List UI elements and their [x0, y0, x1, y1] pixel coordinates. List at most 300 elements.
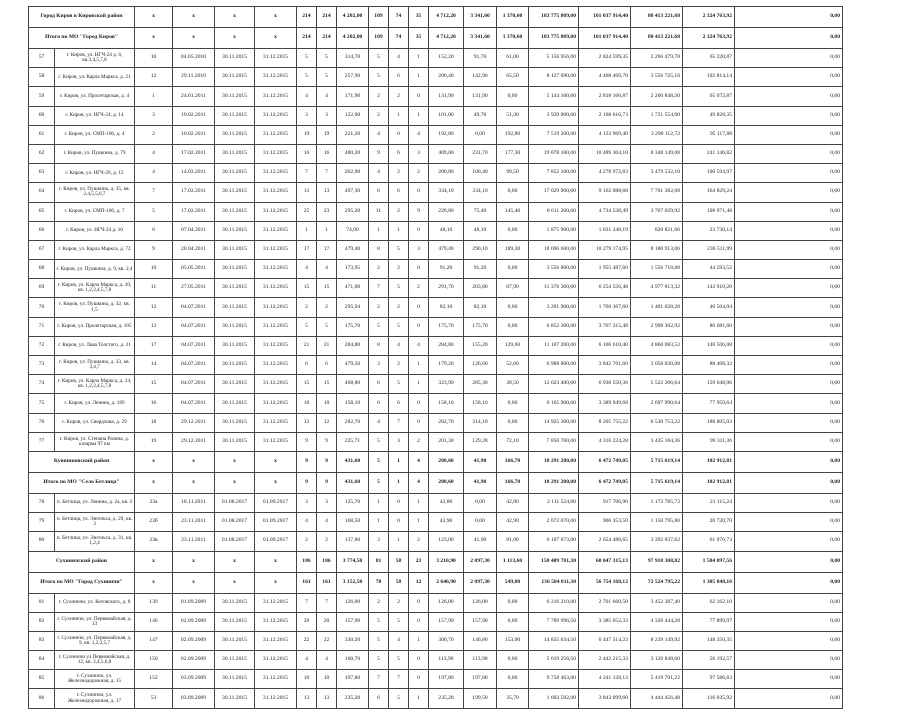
table-cell: 480,20 [337, 144, 369, 163]
table-cell: 65 220,87 [683, 49, 735, 68]
summary-cell: x [173, 472, 215, 493]
address-cell: г. Сухиничи, ул. Первомайская, д. 13 [55, 612, 135, 631]
table-cell: 31.12.2015 [255, 593, 297, 612]
table-cell: 6 216 210,00 [529, 593, 579, 612]
table-cell: 30.11.2015 [215, 279, 255, 298]
table-cell: 6 106 610,40 [579, 336, 631, 355]
address-cell: п. Бетлица, ул. Энгельса, д. 31, кв. 1,2,4 [55, 532, 135, 551]
summary-cell: 161 [317, 572, 337, 593]
table-cell: 1 [409, 375, 429, 394]
summary-cell: 72 524 795,22 [631, 572, 683, 593]
table-cell: 8 348 149,08 [631, 144, 683, 163]
table-row [29, 260, 879, 279]
row-number-cell: 74 [29, 375, 55, 394]
table-cell: 30.11.2015 [215, 612, 255, 631]
table-cell: 5 [369, 651, 389, 670]
summary-cell: 35 [409, 7, 429, 28]
table-cell: 8 127 690,00 [529, 68, 579, 87]
table-cell: 05.05.2011 [173, 260, 215, 279]
table-cell: 5 [369, 612, 389, 631]
table-cell: 3 767 029,92 [631, 202, 683, 221]
summary-cell: 80 413 221,68 [631, 28, 683, 49]
table-cell: 0,00 [735, 183, 843, 202]
table-cell: 0,00 [497, 413, 529, 432]
table-cell: 142,90 [464, 68, 497, 87]
table-cell: 6 107 673,00 [529, 532, 579, 551]
table-cell: 175,70 [337, 317, 369, 336]
summary-row [29, 472, 879, 493]
address-cell: п. Бетлица, ул. Ленина, д. 2а, кв. 3 [55, 493, 135, 512]
table-cell: 2 [317, 532, 337, 551]
table-cell: 30.11.2015 [215, 240, 255, 259]
table-cell: 30.11.2015 [215, 432, 255, 451]
table-cell: 53 [135, 689, 173, 708]
table-cell: 2 111 524,00 [529, 493, 579, 512]
summary-cell: x [215, 472, 255, 493]
table-cell: 65 072,87 [683, 87, 735, 106]
table-cell: 1 875 900,00 [529, 221, 579, 240]
table-cell: 30.11.2015 [215, 356, 255, 375]
summary-cell: 5 715 619,14 [631, 472, 683, 493]
summary-cell: 12 [409, 572, 429, 593]
table-cell: 4 [389, 336, 409, 355]
summary-cell: 41,90 [464, 451, 497, 472]
table-cell: 295,20 [337, 202, 369, 221]
table-cell: 2 168 616,73 [579, 106, 631, 125]
table-cell: 15 [297, 375, 317, 394]
summary-cell: 70 [369, 572, 389, 593]
table-cell: 6 [369, 689, 389, 708]
summary-cell: 183 775 809,00 [529, 28, 579, 49]
table-cell: 129,60 [497, 336, 529, 355]
table-cell: 6 [389, 394, 409, 413]
table-cell: 3 479 532,10 [631, 164, 683, 183]
table-cell: 4 444 456,48 [631, 689, 683, 708]
table-cell: 0,00 [735, 689, 843, 708]
table-cell: 48,10 [429, 221, 464, 240]
table-cell: 1 [389, 221, 409, 240]
table-cell: 6 165 900,00 [529, 394, 579, 413]
table-cell: 0 [389, 513, 409, 532]
table-cell: 20 [297, 612, 317, 631]
table-cell: 192,80 [497, 125, 529, 144]
table-cell: 1 401 028,28 [631, 298, 683, 317]
table-cell: 3 843 099,60 [579, 689, 631, 708]
table-cell: 4 977 813,32 [631, 279, 683, 298]
summary-cell: 1 584 097,56 [683, 551, 735, 572]
summary-cell: 101 037 914,40 [579, 28, 631, 49]
table-cell: 5 144 100,00 [529, 87, 579, 106]
table-cell: 8 611 200,00 [529, 202, 579, 221]
table-cell: 31.12.2015 [255, 68, 297, 87]
table-cell: 0,00 [735, 317, 843, 336]
summary-cell: x [255, 7, 297, 28]
table-cell: 2 [389, 87, 409, 106]
summary-cell: 4 [409, 451, 429, 472]
table-cell: 19 078 100,00 [529, 144, 579, 163]
table-cell: 4 734 538,49 [579, 202, 631, 221]
table-cell: 158,10 [429, 394, 464, 413]
table-cell: 13 [135, 317, 173, 336]
table-row [29, 279, 879, 298]
table-cell: 30.11.2015 [215, 689, 255, 708]
table-cell: 1 [317, 221, 337, 240]
summary-cell: 214 [297, 7, 317, 28]
summary-cell: 56 754 168,12 [579, 572, 631, 593]
address-cell: г. Киров, ул. НГЧ-20, д. 12 [55, 164, 135, 183]
table-cell: 10 [317, 670, 337, 689]
summary-cell: 0,00 [735, 28, 843, 49]
table-cell: 30.11.2015 [215, 336, 255, 355]
table-cell: 225,71 [337, 432, 369, 451]
table-cell: 4 [389, 631, 409, 650]
table-cell: 7 [369, 670, 389, 689]
table-cell: 31.12.2015 [255, 612, 297, 631]
registry-body [29, 7, 879, 709]
summary-row [29, 572, 879, 593]
table-cell: 10.02.2011 [173, 106, 215, 125]
address-cell: г. Киров, ул. Льва Толстого, д. 21 [55, 336, 135, 355]
summary-cell: 10 291 280,00 [529, 451, 579, 472]
table-cell: 0,00 [735, 125, 843, 144]
table-cell: 146 [135, 612, 173, 631]
table-row [29, 336, 879, 355]
table-cell: 126,00 [429, 593, 464, 612]
table-cell: 4 [369, 125, 389, 144]
table-cell: 1 760 367,60 [579, 298, 631, 317]
table-cell: 168,50 [337, 513, 369, 532]
table-cell: 2 [409, 164, 429, 183]
table-cell: 6 254 556,48 [579, 279, 631, 298]
table-cell: 2 266 479,78 [631, 49, 683, 68]
summary-cell: 81 [369, 551, 389, 572]
table-cell: 1 [409, 356, 429, 375]
table-cell: 15 [317, 279, 337, 298]
table-cell: 15 [135, 375, 173, 394]
table-cell: 74,00 [337, 221, 369, 240]
summary-cell: 2 097,30 [464, 551, 497, 572]
table-cell: 100,40 [464, 164, 497, 183]
table-cell: 14.03.2011 [173, 164, 215, 183]
summary-cell: 4 [409, 472, 429, 493]
summary-cell: 1 [389, 451, 409, 472]
address-cell: г. Киров, ул. Пушкина, д. 9, кв. 2,4 [55, 260, 135, 279]
table-cell: 30.11.2015 [215, 317, 255, 336]
table-cell: 23.11.2011 [173, 513, 215, 532]
table-cell: 3 [135, 106, 173, 125]
registry-table [28, 6, 879, 709]
table-cell: 236 511,99 [683, 240, 735, 259]
table-cell: 3 [297, 106, 317, 125]
row-number-cell: 84 [29, 651, 55, 670]
summary-cell: x [135, 7, 173, 28]
address-cell: г. Киров, ул. Карла Маркса, д. 21 [55, 68, 135, 87]
summary-cell: 1 305 848,16 [683, 572, 735, 593]
table-cell: 7 [135, 183, 173, 202]
summary-label: Сухиничский район [29, 551, 135, 572]
row-number-cell: 75 [29, 394, 55, 413]
table-cell: 91,20 [464, 260, 497, 279]
table-cell: 197,80 [464, 670, 497, 689]
table-cell: 42,80 [429, 493, 464, 512]
table-cell: 1 [409, 106, 429, 125]
table-cell: 0,00 [735, 413, 843, 432]
table-cell: 200,80 [429, 164, 464, 183]
address-cell: г. Киров, ул. Пролетарская, д. 4 [55, 87, 135, 106]
table-cell: 323,90 [429, 375, 464, 394]
table-cell: 02.09.2009 [173, 651, 215, 670]
table-cell: 8 180 913,06 [631, 240, 683, 259]
table-row [29, 164, 879, 183]
table-cell: 0,00 [497, 260, 529, 279]
table-cell: 241 146,82 [683, 144, 735, 163]
table-cell: 7 [317, 164, 337, 183]
table-cell: 22 [297, 631, 317, 650]
table-cell: 0,00 [735, 513, 843, 532]
address-cell: п. Бетлица, ул. Энгельса, д. 29, кв. 3 [55, 513, 135, 532]
table-cell: 2 072 070,00 [529, 513, 579, 532]
table-cell: 95 117,88 [683, 125, 735, 144]
table-cell: 30.11.2015 [215, 260, 255, 279]
table-cell: 314,10 [464, 413, 497, 432]
table-cell: 17 [297, 240, 317, 259]
table-cell: 3 [369, 532, 389, 551]
summary-cell: 214 [297, 28, 317, 49]
table-cell: 12 [317, 413, 337, 432]
summary-cell: 186 [297, 551, 317, 572]
table-cell: 101,00 [429, 106, 464, 125]
table-cell: 2 [369, 298, 389, 317]
table-cell: 188 805,03 [683, 413, 735, 432]
table-cell: 6 530 753,22 [631, 413, 683, 432]
table-cell: 30.11.2015 [215, 68, 255, 87]
table-cell: 4 [317, 87, 337, 106]
table-cell: 4 [135, 144, 173, 163]
summary-cell: x [135, 451, 173, 472]
summary-cell: 1 370,60 [497, 7, 529, 28]
row-number-cell: 68 [29, 260, 55, 279]
table-cell: 31.12.2015 [255, 260, 297, 279]
table-cell: 49,70 [464, 106, 497, 125]
table-cell: 173,95 [337, 260, 369, 279]
table-cell: 262,90 [337, 164, 369, 183]
table-cell: 479,40 [337, 240, 369, 259]
table-cell: 02.09.2009 [173, 631, 215, 650]
summary-label: Кувшиновский район [29, 451, 135, 472]
summary-cell: 2 097,30 [464, 572, 497, 593]
table-cell: 2 [297, 532, 317, 551]
table-cell: 25 [297, 202, 317, 221]
summary-cell: 0,00 [735, 451, 843, 472]
table-cell: 6 [369, 394, 389, 413]
table-cell: 4 [297, 513, 317, 532]
summary-cell: 35 [409, 28, 429, 49]
address-cell: г. Киров, ул. Карла Маркса, д. 20, кв. 1,2,3,4,5,7,8 [55, 279, 135, 298]
table-row [29, 651, 879, 670]
summary-cell: 109 [369, 7, 389, 28]
table-cell: 3 290 112,72 [631, 125, 683, 144]
table-cell: 164 829,24 [683, 183, 735, 202]
table-cell: 295,94 [337, 298, 369, 317]
row-number-cell: 77 [29, 432, 55, 451]
table-row [29, 612, 879, 631]
table-cell: 0,00 [497, 670, 529, 689]
table-cell: 1 [297, 221, 317, 240]
table-cell: 0,00 [497, 298, 529, 317]
summary-cell: 2 324 763,92 [683, 28, 735, 49]
table-row [29, 689, 879, 708]
table-row [29, 394, 879, 413]
table-cell: 7 [297, 164, 317, 183]
summary-cell: 109 [369, 28, 389, 49]
table-cell: 2 [389, 164, 409, 183]
address-cell: г. Киров, ул. Карла Маркса, д. 72 [55, 240, 135, 259]
table-cell: 3 [317, 493, 337, 512]
table-row [29, 125, 879, 144]
summary-cell: 97 918 308,82 [631, 551, 683, 572]
summary-cell: x [215, 572, 255, 593]
table-cell: 9 [317, 432, 337, 451]
table-cell: 5 [369, 49, 389, 68]
table-cell: 2 697 990,64 [631, 394, 683, 413]
table-cell: 0,00 [735, 144, 843, 163]
table-cell: 7 [389, 413, 409, 432]
table-cell: 4 241 128,13 [579, 670, 631, 689]
table-cell: 3 [369, 356, 389, 375]
table-cell: 201,30 [429, 432, 464, 451]
table-cell: 31.12.2015 [255, 298, 297, 317]
table-cell: 282,70 [429, 413, 464, 432]
table-cell: 86 681,60 [683, 317, 735, 336]
table-row [29, 493, 879, 512]
table-cell: 2 [369, 106, 389, 125]
table-cell: 30.11.2015 [215, 164, 255, 183]
table-cell: 1 [409, 68, 429, 87]
table-cell: 2 818 166,87 [579, 87, 631, 106]
address-cell: г. Сухиничи, ул. Железнодорожная, д. 15 [55, 670, 135, 689]
table-cell: 4 [297, 651, 317, 670]
summary-cell: 3 774,50 [337, 551, 369, 572]
table-cell: 100 594,97 [683, 164, 735, 183]
table-cell: 3 556 725,16 [631, 68, 683, 87]
summary-cell: 9 [297, 472, 317, 493]
table-row [29, 144, 879, 163]
table-cell: 0,00 [735, 375, 843, 394]
summary-cell: x [255, 472, 297, 493]
table-cell: 12 [135, 298, 173, 317]
table-cell: 497,30 [337, 183, 369, 202]
table-row [29, 532, 879, 551]
summary-cell: 136 584 811,30 [529, 572, 579, 593]
summary-label: Итого по МО "Село Бетлица" [29, 472, 135, 493]
table-cell: 0 [409, 394, 429, 413]
table-cell: 52,60 [497, 356, 529, 375]
table-cell: 87,90 [497, 279, 529, 298]
table-cell: 203,80 [464, 279, 497, 298]
table-cell: 17 029 900,00 [529, 183, 579, 202]
table-cell: 917 706,90 [579, 493, 631, 512]
summary-cell: 10 291 280,00 [529, 472, 579, 493]
table-cell: 2 824 599,35 [579, 49, 631, 68]
row-number-cell: 81 [29, 593, 55, 612]
table-cell: 0 [409, 593, 429, 612]
table-cell: 479,50 [337, 356, 369, 375]
summary-cell: 1 [389, 472, 409, 493]
table-cell: 0,00 [497, 612, 529, 631]
table-cell: 23б [135, 513, 173, 532]
table-cell: 171,90 [337, 87, 369, 106]
table-cell: 42,90 [497, 513, 529, 532]
summary-cell: 4 712,20 [429, 7, 464, 28]
table-cell: 159 648,06 [683, 375, 735, 394]
summary-row [29, 551, 879, 572]
table-cell: 3 [409, 240, 429, 259]
table-cell: 125,70 [337, 493, 369, 512]
table-cell: 1 [369, 493, 389, 512]
table-cell: 145,40 [497, 202, 529, 221]
table-cell: 88 408,32 [683, 356, 735, 375]
summary-cell: x [255, 572, 297, 593]
summary-cell: 183 775 809,00 [529, 7, 579, 28]
table-cell: 31.12.2015 [255, 394, 297, 413]
summary-cell: 166,70 [497, 451, 529, 472]
table-cell: 3 452 387,40 [631, 593, 683, 612]
table-cell: 1 [389, 532, 409, 551]
table-cell: 10 279 174,95 [579, 240, 631, 259]
table-cell: 6 [389, 144, 409, 163]
table-cell: 5 [389, 375, 409, 394]
summary-cell: 5 [369, 472, 389, 493]
table-cell: 02.09.2009 [173, 612, 215, 631]
summary-cell: 166,70 [497, 472, 529, 493]
summary-cell: x [173, 451, 215, 472]
table-cell: 1 150 795,80 [631, 513, 683, 532]
table-cell: 5 [369, 631, 389, 650]
table-cell: 6 [317, 356, 337, 375]
row-number-cell: 72 [29, 336, 55, 355]
summary-cell: 431,60 [337, 472, 369, 493]
table-row [29, 513, 879, 532]
row-number-cell: 59 [29, 87, 55, 106]
table-row [29, 356, 879, 375]
table-cell: 5 [317, 317, 337, 336]
table-cell: 31.12.2015 [255, 144, 297, 163]
summary-cell: 9 [317, 451, 337, 472]
table-cell: 0,00 [735, 49, 843, 68]
table-cell: 3 058 030,08 [631, 356, 683, 375]
table-cell: 1 031 348,19 [579, 221, 631, 240]
table-cell: 42,80 [497, 493, 529, 512]
table-cell: 4 [297, 260, 317, 279]
table-cell: 31.12.2015 [255, 279, 297, 298]
table-cell: 0,00 [735, 68, 843, 87]
table-cell: 131,90 [429, 87, 464, 106]
table-cell: 12 [135, 68, 173, 87]
table-cell: 0,00 [735, 260, 843, 279]
table-cell: 9 [409, 202, 429, 221]
row-number-cell: 80 [29, 532, 55, 551]
table-cell: 31.12.2015 [255, 106, 297, 125]
table-row [29, 317, 879, 336]
summary-cell: 58 [389, 572, 409, 593]
table-cell: 4 [369, 413, 389, 432]
address-cell: г. Киров, ул. Степана Разина, д. казарма 97 км [55, 432, 135, 451]
summary-cell: 2 646,90 [429, 572, 464, 593]
table-cell: 0,00 [735, 651, 843, 670]
summary-cell: 0,00 [735, 472, 843, 493]
address-cell: г. Киров, ул. Ленина, д. 189 [55, 394, 135, 413]
table-cell: 61,00 [497, 49, 529, 68]
